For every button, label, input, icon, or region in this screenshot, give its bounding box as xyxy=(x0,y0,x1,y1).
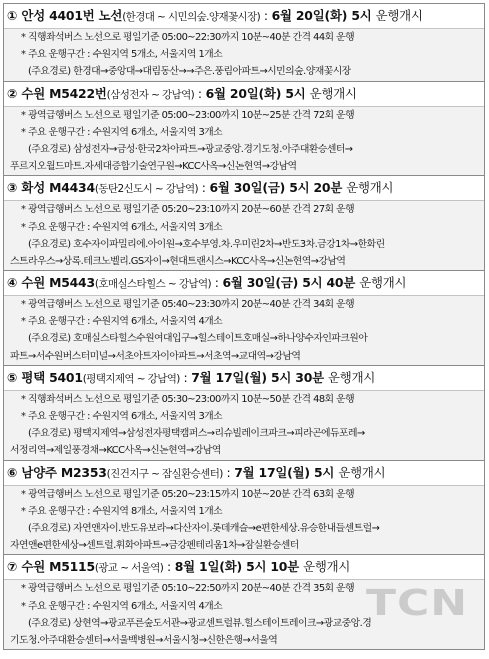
detail-bullet: * 주요 운행구간 : 수원지역 6개소, 서울지역 3개소 xyxy=(21,411,223,422)
route-block xyxy=(3,3,485,81)
route-path-continued: 자연앤e편한세상→센트럴.휘화아파트→금강펜테리움1차→잠실환승센터 xyxy=(10,540,299,552)
route-path-continued: 기도청.아주대환승센터→서울백병원→서울시청→신한은행→서울역 xyxy=(10,634,278,646)
route-details xyxy=(4,390,484,460)
route-heading xyxy=(4,271,484,295)
route-heading xyxy=(4,555,484,579)
start-time: 5시 40분 xyxy=(302,275,356,291)
route-name: 수원 M5443 xyxy=(21,275,95,291)
start-time: 5시 10분 xyxy=(246,559,299,575)
route-block xyxy=(3,365,485,460)
detail-bullet: * 직행좌석버스 노선으로 평일기준 05:30~23:00까지 10분~50분 간격 48회 운행 xyxy=(21,393,355,405)
start-date: 7월 17일(월) xyxy=(234,464,310,480)
separator: : xyxy=(260,8,272,23)
detail-bullet: * 주요 운행구간 : 수원지역 8개소, 서울지역 1개소 xyxy=(21,505,223,517)
route-name: 수원 M5115 xyxy=(21,559,95,575)
detail-bullet: * 주요 운행구간 : 수원지역 6개소, 서울지역 4개소 xyxy=(21,600,223,612)
start-date: 6월 20일(화) xyxy=(205,85,282,101)
route-number: ① xyxy=(7,8,18,23)
detail-bullet: * 광역급행버스 노선으로 평일기준 05:10~22:50까지 20분~40분 간격 35회 운행 xyxy=(21,583,355,595)
start-time: 5시 20분 xyxy=(289,180,343,196)
route-block xyxy=(3,270,485,365)
route-span: (한경대 ~ 시민의숲.양재꽃시장) xyxy=(122,11,261,23)
route-notice-document xyxy=(3,3,485,650)
separator: : xyxy=(194,85,206,101)
start-status: 운행개시 xyxy=(338,464,386,480)
route-heading xyxy=(4,176,484,200)
route-path: (주요경로) 자연앤자이.반도유보라→다산자이.롯데캐슬→e편한세상.유승한내들센트럴→ xyxy=(28,522,380,534)
route-path: (주요경로) 삼성전자→금성·한국2차아파트→광교중앙.경기도청.아주대환승센터→ xyxy=(28,143,353,155)
route-name: 평택 5401 xyxy=(21,369,83,385)
route-span: (삼성전자 ~ 강남역) xyxy=(106,88,195,101)
detail-bullet: * 광역급행버스 노선으로 평일기준 05:20~23:15까지 10분~20분 간격 63회 운행 xyxy=(21,488,355,500)
route-number: ⑤ xyxy=(7,369,18,385)
route-path-continued: 서정리역→제일풍경채→KCC사옥→신논현역→강남역 xyxy=(10,445,221,457)
detail-bullet: * 광역급행버스 노선으로 평일기준 05:00~23:00까지 10분~25분 간격 72회 운행 xyxy=(21,109,355,121)
route-block xyxy=(3,175,485,270)
separator: : xyxy=(222,464,235,480)
route-name: 수원 M5422번 xyxy=(21,85,107,101)
route-path: (주요경로) 호매실스타힐스수원여대입구→힐스테이트호매실→하나양수자인파크원아 xyxy=(28,333,368,345)
detail-bullet: * 주요 운행구간 : 수원지역 6개소, 서울지역 3개소 xyxy=(21,126,223,138)
route-number: ④ xyxy=(7,275,18,291)
route-path: (주요경로) 한경대→중앙대→대림동산→→주은.풍림아파트→시민의숲.양재꽃시장 xyxy=(28,66,351,78)
detail-bullet: * 광역급행버스 노선으로 평일기준 05:20~23:10까지 20분~60분 간격 27회 운행 xyxy=(21,204,355,216)
start-time: 5시 30분 xyxy=(270,369,324,385)
start-time: 5시 xyxy=(313,464,335,480)
start-status: 운행개시 xyxy=(346,180,394,196)
start-status: 운행개시 xyxy=(303,559,351,575)
detail-bullet: * 직행좌석버스 노선으로 평일기준 05:00~22:30까지 10분~40분 간격 44회 운행 xyxy=(21,32,355,43)
route-details xyxy=(4,28,484,81)
route-path-continued: 푸르지오월드마트.자세대증합기술연구원→KCC사옥→신논현역→강남역 xyxy=(10,161,297,173)
start-status: 운행개시 xyxy=(309,85,357,101)
start-status: 운행개시 xyxy=(328,369,376,385)
start-status: 운행개시 xyxy=(359,275,407,291)
route-span: (진건지구 ~ 잠실환승센터) xyxy=(106,467,223,480)
route-number: ⑥ xyxy=(7,464,18,480)
route-span: (동탄2신도시 ~ 강남역) xyxy=(94,183,198,196)
route-span: (평택지제역 ~ 강남역) xyxy=(82,372,180,385)
route-path: (주요경로) 호수자이파밀리에.아이원→호수부영.차.우미린2차→반도3차.금강1차→한화린 xyxy=(28,238,385,250)
separator: : xyxy=(197,180,210,196)
start-date: 8월 1일(화) xyxy=(174,559,242,575)
start-date: 6월 30일(금) xyxy=(209,180,286,196)
start-time: 5시 xyxy=(285,85,306,101)
route-name: 남양주 M2353 xyxy=(21,464,107,480)
detail-bullet: * 주요 운행구간 : 수원지역 6개소, 서울지역 3개소 xyxy=(21,221,223,233)
route-number: ③ xyxy=(7,180,18,196)
route-heading xyxy=(4,4,484,28)
route-number: ② xyxy=(7,85,18,101)
route-details xyxy=(4,485,484,555)
start-time: 5시 xyxy=(351,8,372,23)
route-path: (주요경로) 평택지제역→삼성전자평택캠퍼스→리슈빌레이크파크→피라곤에듀포레→ xyxy=(28,428,365,440)
route-details xyxy=(4,200,484,270)
route-path-continued: 파트→서수원버스터미널→서초아트자이아파트→서초역→교대역→강남역 xyxy=(10,350,301,362)
detail-bullet: * 주요 운행구간 : 수원지역 5개소, 서울지역 1개소 xyxy=(21,49,223,61)
route-name: 화성 M4434 xyxy=(21,180,95,196)
route-number: ⑦ xyxy=(7,559,18,575)
route-path: (주요경로) 상현역→광교푸른숲도서관→광교센트럴뷰.힐스테이트레이크→광교중앙.경 xyxy=(28,617,372,629)
separator: : xyxy=(211,275,223,291)
route-span: (광교 ~ 서울역) xyxy=(94,562,164,575)
route-block xyxy=(3,460,485,555)
start-date: 6월 20일(화) xyxy=(271,8,348,23)
route-path-continued: 스트라우스→상록.테크노벨리.GS자이→현대트랜시스→KCC사옥→신논현역→강남역 xyxy=(10,255,346,267)
route-span: (호매실스타힐스 ~ 강남역) xyxy=(94,278,211,291)
route-block xyxy=(3,81,485,176)
start-status: 운행개시 xyxy=(375,8,423,23)
route-heading xyxy=(4,82,484,106)
route-heading xyxy=(4,366,484,390)
start-date: 7월 17일(월) xyxy=(191,369,267,385)
route-name: 안성 4401번 노선 xyxy=(21,8,123,23)
separator: : xyxy=(163,559,175,575)
detail-bullet: * 주요 운행구간 : 수원지역 6개소, 서울지역 4개소 xyxy=(21,316,223,328)
route-heading xyxy=(4,461,484,485)
start-date: 6월 30일(금) xyxy=(222,275,299,291)
watermark-logo: TCN xyxy=(366,583,469,624)
route-details xyxy=(4,295,484,365)
detail-bullet: * 광역급행버스 노선으로 평일기준 05:40~23:30까지 20분~40분 간격 34회 운행 xyxy=(21,299,355,311)
separator: : xyxy=(179,369,192,385)
route-details xyxy=(4,106,484,176)
